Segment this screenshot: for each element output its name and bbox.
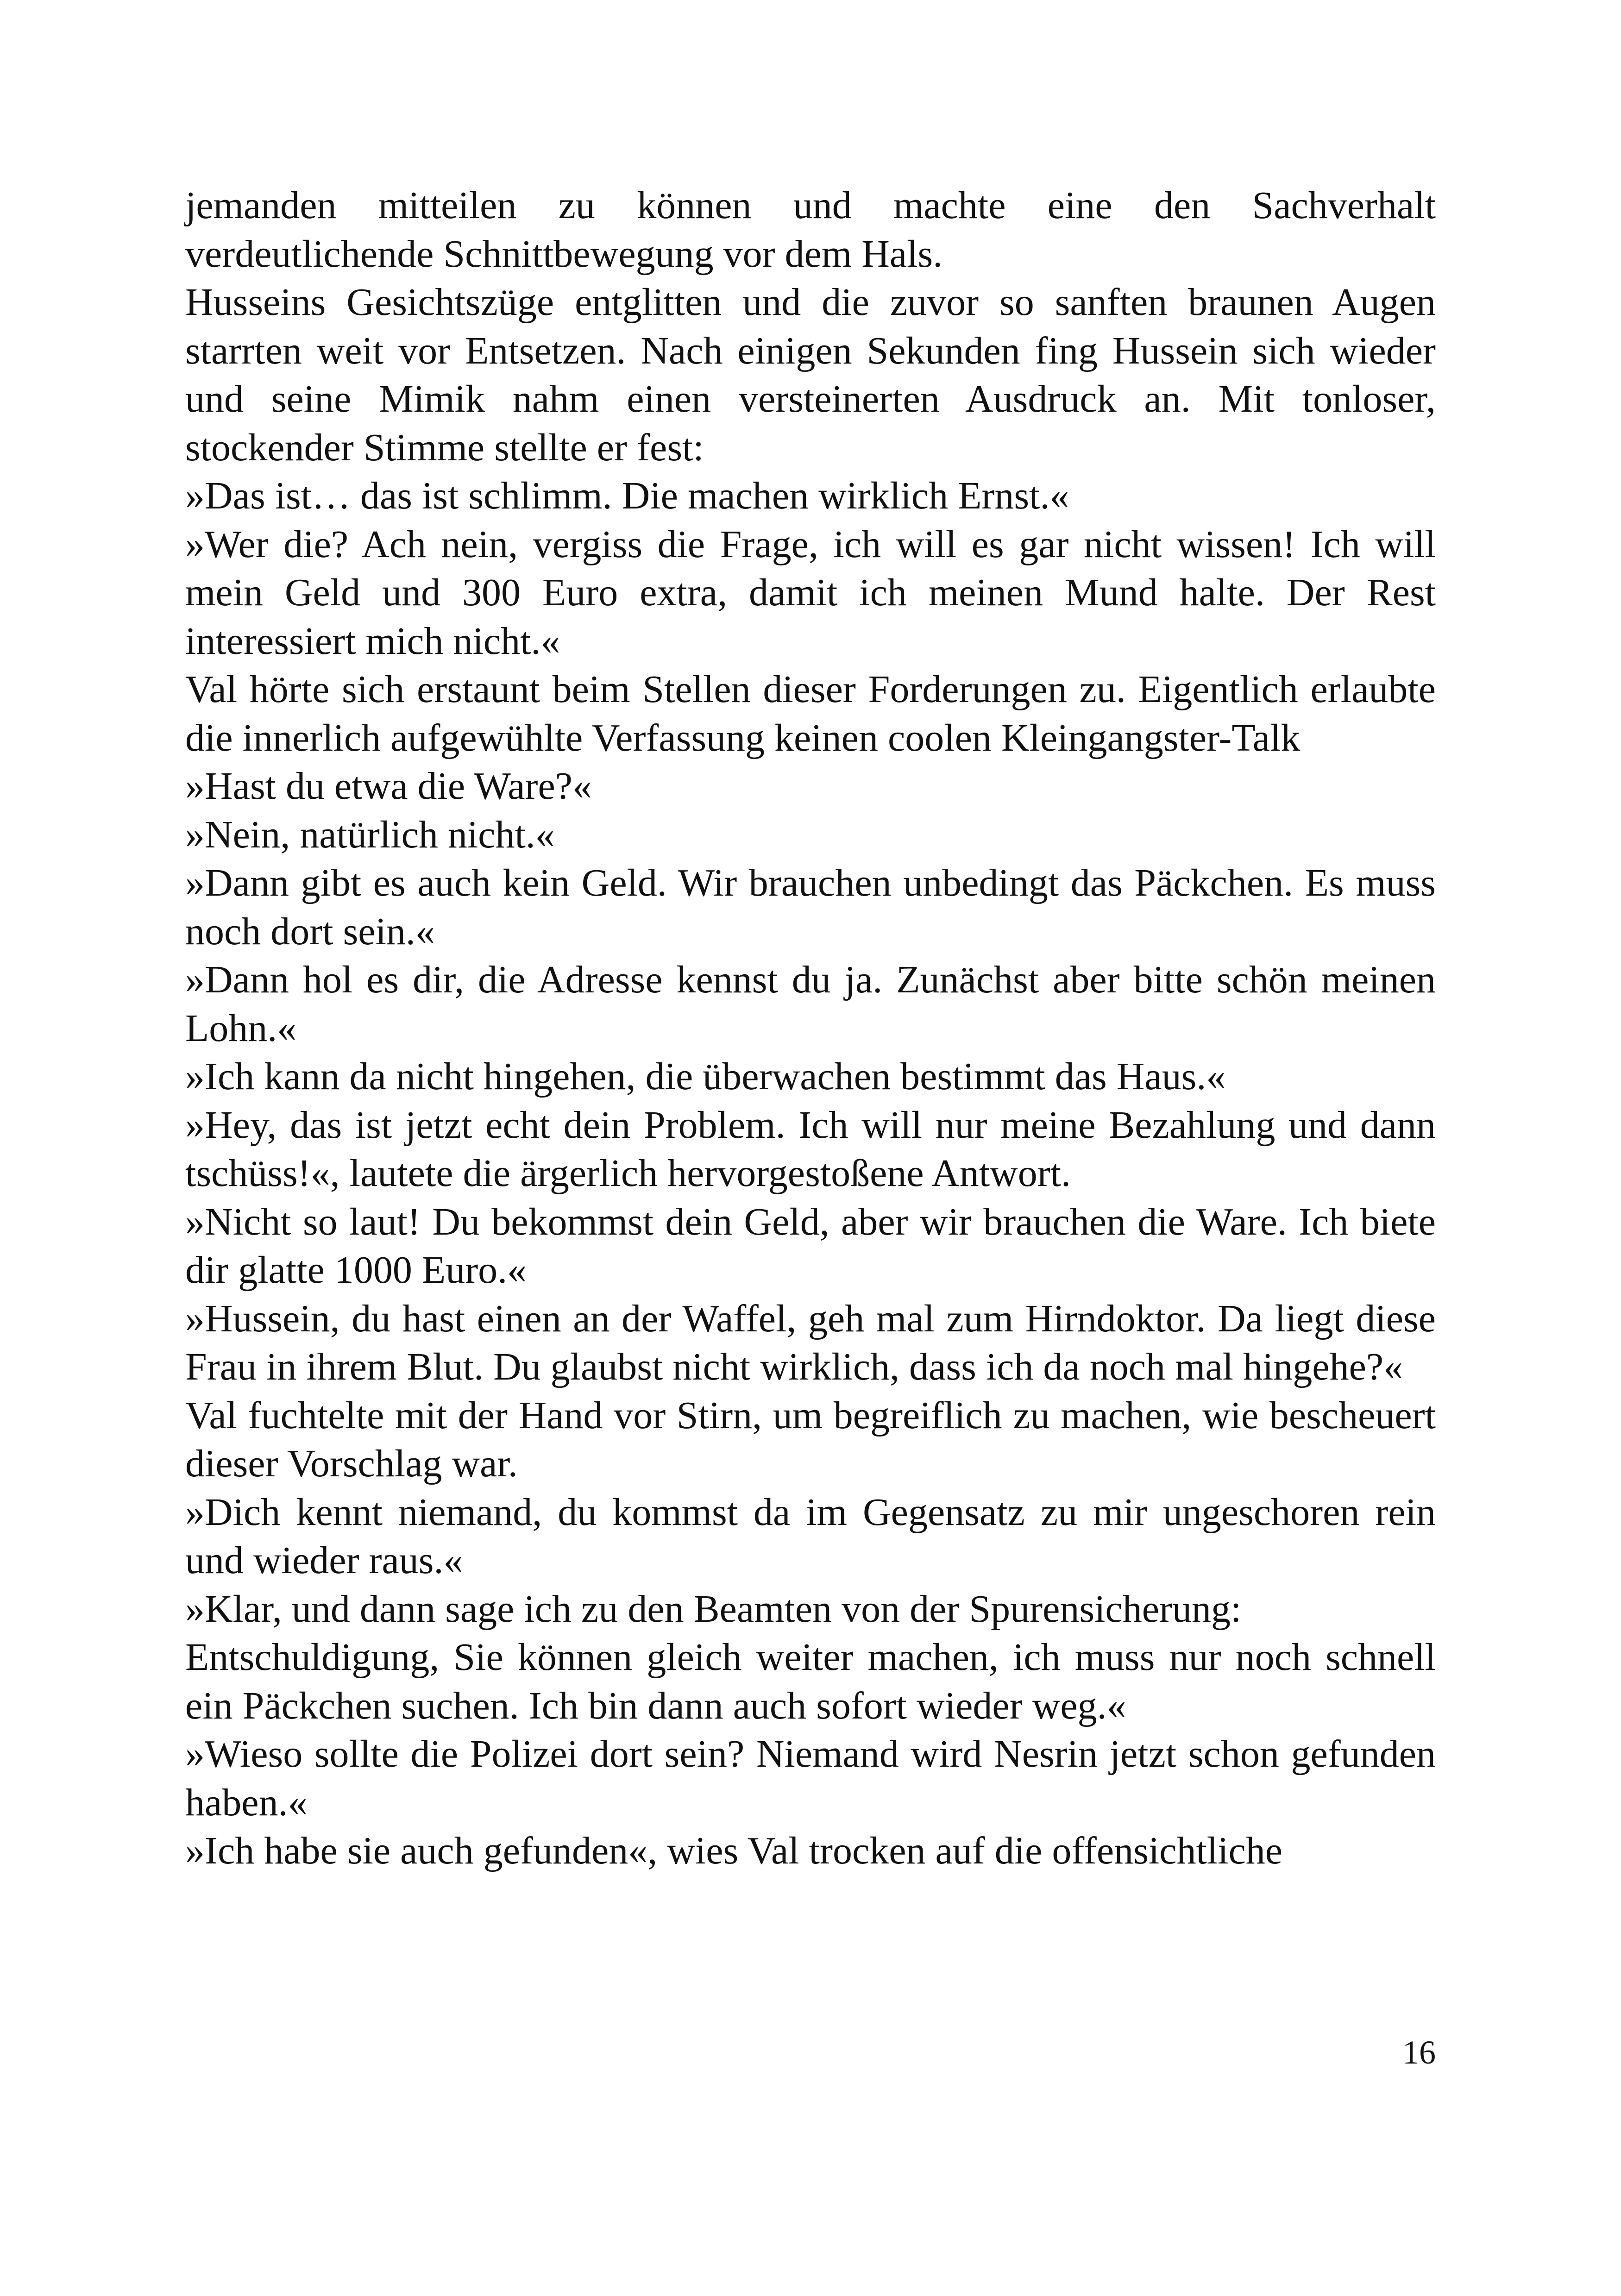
paragraph: Val hörte sich erstaunt beim Stellen dieser Forderungen zu. Eigentlich erlaubte die innerlich aufgewühlte Verfassung keinen coolen Kleingangster-Talk	[185, 668, 1436, 759]
paragraph: »Dich kennt niemand, du kommst da im Gegensatz zu mir ungeschoren rein und wieder raus.«	[185, 1490, 1436, 1582]
page-number: 16	[1402, 2034, 1436, 2071]
paragraph: »Das ist… das ist schlimm. Die machen wirklich Ernst.«	[185, 474, 1069, 517]
paragraph: »Klar, und dann sage ich zu den Beamten von der Spurensicherung:	[185, 1587, 1242, 1631]
paragraph: »Hey, das ist jetzt echt dein Problem. Ich will nur meine Bezahlung und dann tschüss!«, lautete die ärgerlich hervorgestoßene Antwort.	[185, 1103, 1436, 1195]
paragraph: Husseins Gesichtszüge entglitten und die zuvor so sanften braunen Augen starrten weit vor Entsetzen. Nach einigen Sekunden fing Hussein sich wieder und seine Mimik nahm einen versteinerten Ausdruck an. Mit tonloser, stockender Stimme stellte er fest:	[185, 281, 1436, 469]
paragraph: jemanden mitteilen zu können und machte eine den Sachverhalt verdeutlichende Schnittbewegung vor dem Hals.	[185, 184, 1436, 276]
paragraph: »Ich habe sie auch gefunden«, wies Val trocken auf die offensichtliche	[185, 1829, 1283, 1872]
paragraph: »Nein, natürlich nicht.«	[185, 813, 555, 856]
paragraph: Entschuldigung, Sie können gleich weiter machen, ich muss nur noch schnell ein Päckchen suchen. Ich bin dann auch sofort wieder weg.«	[185, 1636, 1436, 1727]
paragraph: »Wieso sollte die Polizei dort sein? Niemand wird Nesrin jetzt schon gefunden haben.«	[185, 1732, 1436, 1824]
paragraph: »Nicht so laut! Du bekommst dein Geld, aber wir brauchen die Ware. Ich biete dir glatte 1000 Euro.«	[185, 1200, 1436, 1292]
paragraph: »Dann hol es dir, die Adresse kennst du ja. Zunächst aber bitte schön meinen Lohn.«	[185, 958, 1436, 1050]
paragraph: »Dann gibt es auch kein Geld. Wir brauchen unbedingt das Päckchen. Es muss noch dort sein.«	[185, 861, 1436, 953]
paragraph: »Hast du etwa die Ware?«	[185, 765, 592, 808]
paragraph: Val fuchtelte mit der Hand vor Stirn, um begreiflich zu machen, wie bescheuert dieser Vorschlag war.	[185, 1393, 1436, 1485]
page-body	[185, 182, 1436, 1876]
paragraph: »Hussein, du hast einen an der Waffel, geh mal zum Hirndoktor. Da liegt diese Frau in ihrem Blut. Du glaubst nicht wirklich, dass ich da noch mal hingehe?«	[185, 1297, 1436, 1388]
paragraph: »Wer die? Ach nein, vergiss die Frage, ich will es gar nicht wissen! Ich will mein Geld und 300 Euro extra, damit ich meinen Mund halte. Der Rest interessiert mich nicht.«	[185, 522, 1436, 663]
paragraph: »Ich kann da nicht hingehen, die überwachen bestimmt das Haus.«	[185, 1055, 1226, 1098]
